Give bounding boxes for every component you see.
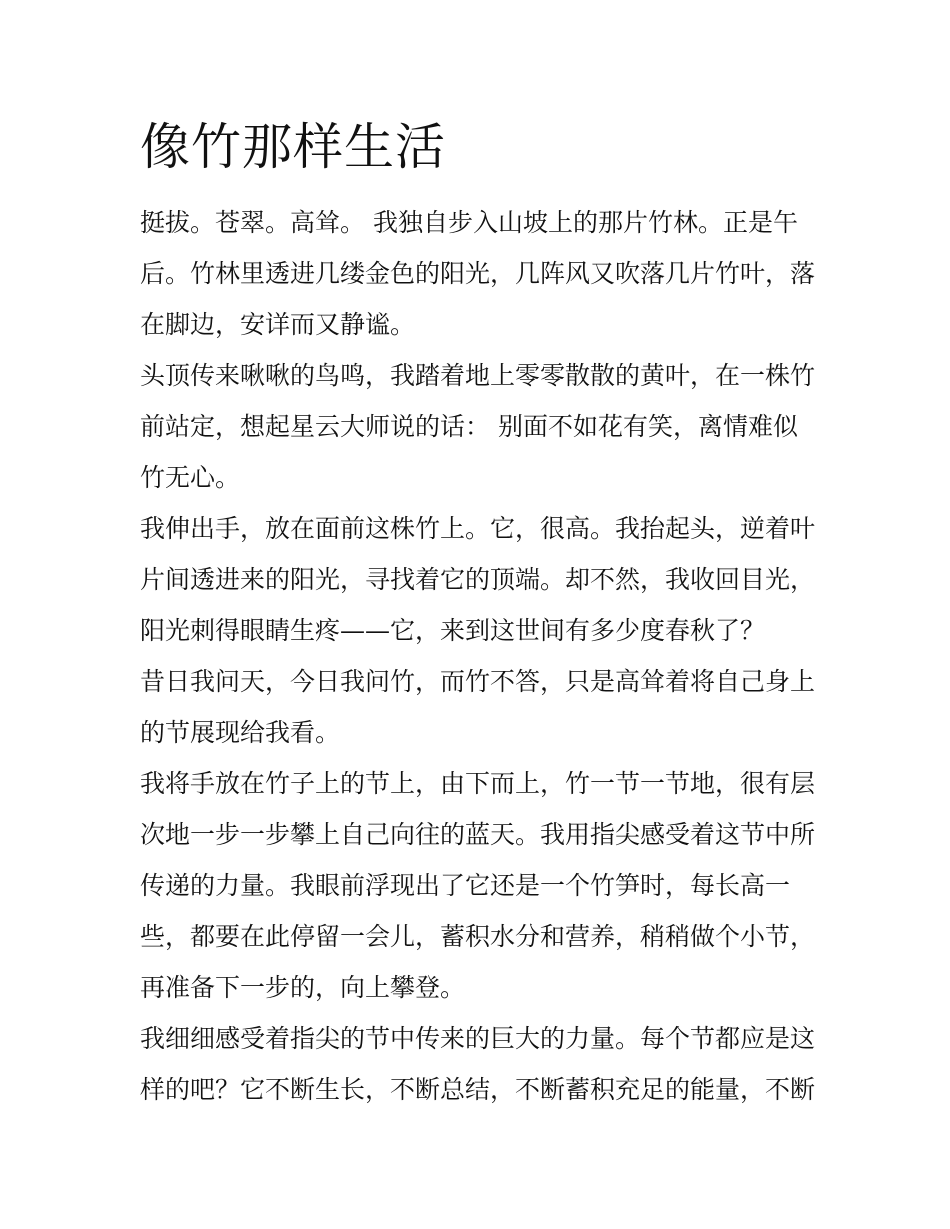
text-line: 我细细感受着指尖的节中传来的巨大的力量。每个节都应是这 xyxy=(140,1024,816,1053)
text-line: 挺拔。苍翠。高耸。 我独自步入山坡上的那片竹林。正是午 xyxy=(140,208,798,237)
document-title: 像竹那样生活 xyxy=(140,118,446,176)
text-line: 头顶传来啾啾的鸟鸣，我踏着地上零零散散的黄叶，在一株竹 xyxy=(140,361,816,390)
text-line: 我将手放在竹子上的节上，由下而上，竹一节一节地，很有层 xyxy=(140,769,816,798)
text-line: 竹无心。 xyxy=(140,463,241,492)
text-line: 些，都要在此停留一会儿，蓄积水分和营养，稍稍做个小节， xyxy=(140,922,816,951)
text-line: 再准备下一步的，向上攀登。 xyxy=(140,973,466,1002)
text-line: 昔日我问天，今日我问竹，而竹不答，只是高耸着将自己身上 xyxy=(140,667,816,696)
text-line: 前站定，想起星云大师说的话： 别面不如花有笑，离情难似 xyxy=(140,412,798,441)
text-line: 在脚边，安详而又静谧。 xyxy=(140,310,416,339)
text-line: 片间透进来的阳光，寻找着它的顶端。却不然，我收回目光， xyxy=(140,565,816,594)
document-body xyxy=(140,197,820,1115)
text-line: 传递的力量。我眼前浮现出了它还是一个竹笋时，每长高一 xyxy=(140,871,791,900)
text-line: 样的吧？它不断生长，不断总结，不断蓄积充足的能量，不断 xyxy=(140,1075,816,1104)
text-line: 的节展现给我看。 xyxy=(140,718,341,747)
text-line: 我伸出手，放在面前这株竹上。它，很高。我抬起头，逆着叶 xyxy=(140,514,816,543)
text-line: 后。竹林里透进几缕金色的阳光，几阵风又吹落几片竹叶，落 xyxy=(140,259,816,288)
text-line: 阳光刺得眼睛生疼——它，来到这世间有多少度春秋了？ xyxy=(140,616,766,645)
text-line: 次地一步一步攀上自己向往的蓝天。我用指尖感受着这节中所 xyxy=(140,820,816,849)
